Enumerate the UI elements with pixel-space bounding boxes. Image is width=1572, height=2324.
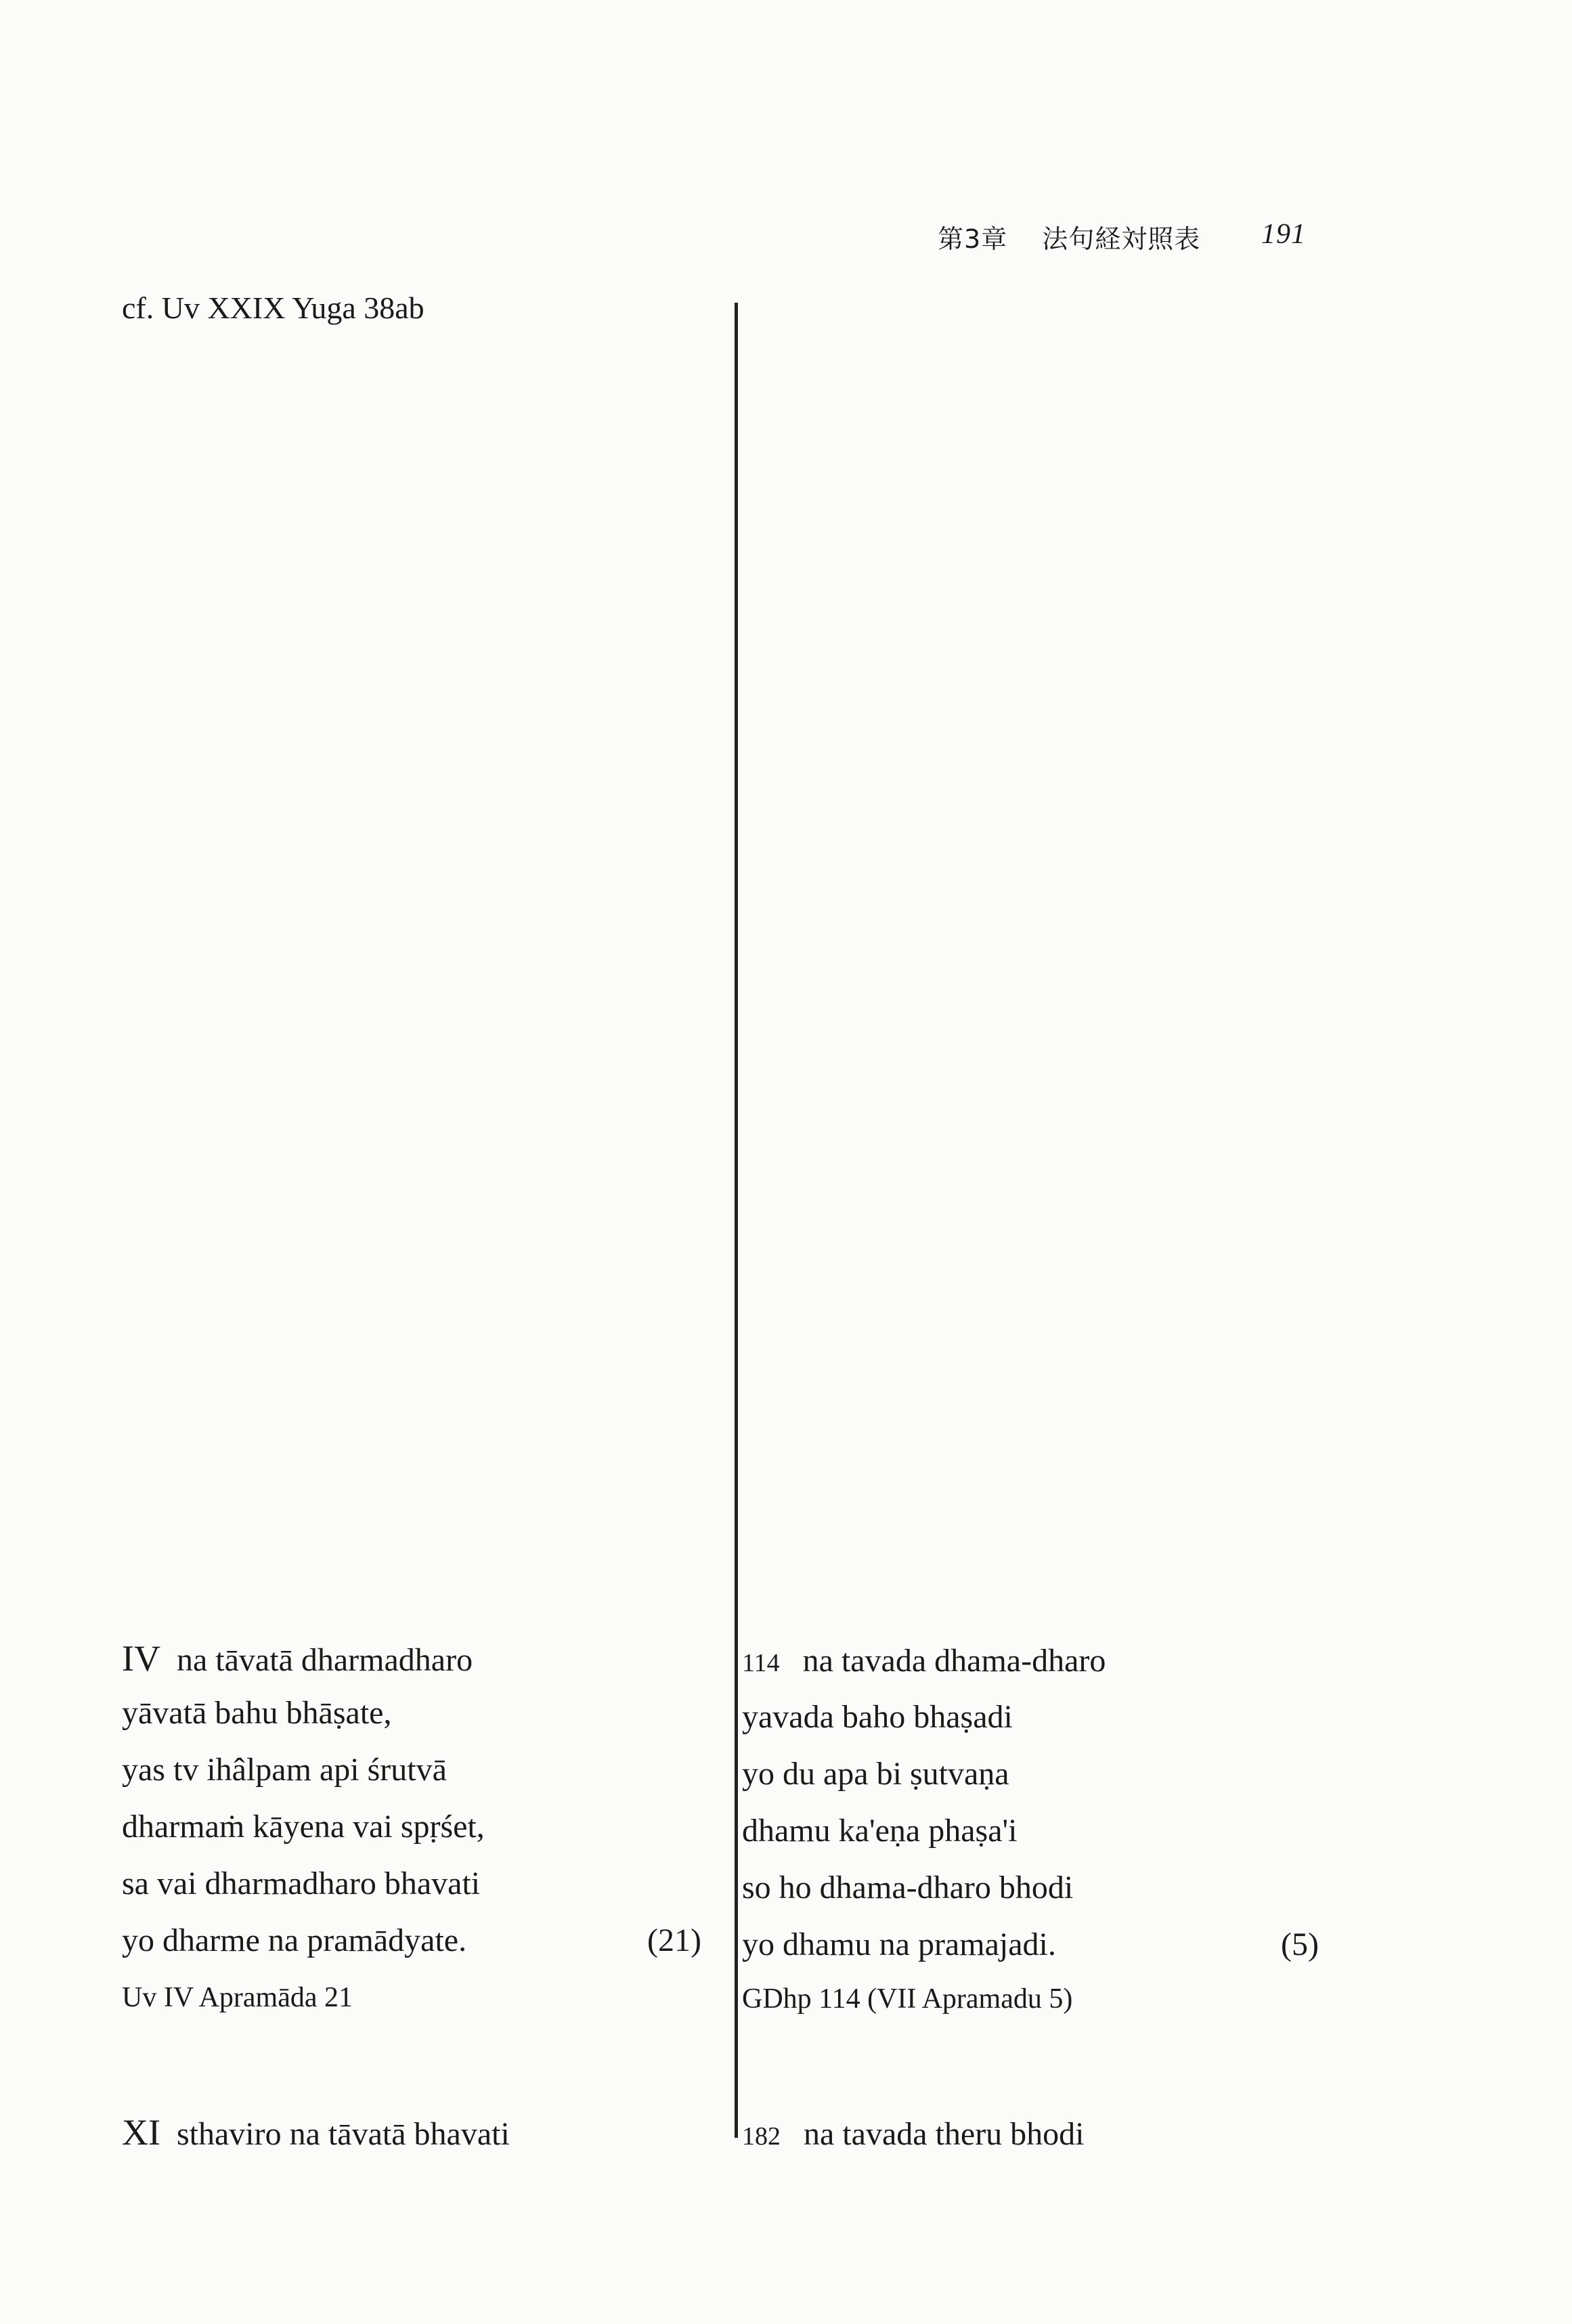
right-verse-marker: 114 xyxy=(742,1649,780,1677)
running-header xyxy=(938,218,1306,255)
left-verse-line: yo dharme na pramādyate. xyxy=(122,1922,467,1958)
left-verse-number: (21) xyxy=(647,1922,701,1958)
right-verse-line: yo dhamu na pramajadi. xyxy=(742,1927,1056,1962)
right-verse-line: so ho dhama-dharo bhodi xyxy=(742,1870,1074,1906)
right-verse-text: na tavada dhama-dharo xyxy=(802,1643,1106,1679)
left-verse-reference: Uv IV Apramāda 21 xyxy=(122,1982,353,2013)
page-number: 191 xyxy=(1261,219,1306,250)
right-verse-line xyxy=(742,1642,1106,1679)
left-verse-text: na tāvatā dharmadharo xyxy=(176,1642,473,1678)
column-divider xyxy=(735,303,738,2138)
left-verse-line xyxy=(122,1637,473,1679)
left-verse-line xyxy=(122,2111,510,2153)
right-verse-line: yavada baho bhaṣadi xyxy=(742,1699,1013,1735)
right-verse-number: (5) xyxy=(1281,1927,1319,1962)
left-verse2-text: sthaviro na tāvatā bhavati xyxy=(176,2116,510,2152)
left-verse-line: dharmaṁ kāyena vai spṛśet, xyxy=(122,1809,485,1845)
right-verse-line xyxy=(742,2115,1085,2153)
right-verse-reference: GDhp 114 (VII Apramadu 5) xyxy=(742,1983,1073,2015)
chapter-title: 法句経対照表 xyxy=(1042,224,1201,254)
left-verse2-marker: XI xyxy=(122,2112,160,2153)
chapter-label: 第3章 xyxy=(938,224,1008,254)
right-verse-line: dhamu ka'eṇa phaṣa'i xyxy=(742,1813,1018,1849)
left-verse-line: yāvatā bahu bhāṣate, xyxy=(122,1695,392,1731)
right-verse2-marker: 182 xyxy=(742,2122,781,2151)
right-verse-line: yo du apa bi ṣutvaṇa xyxy=(742,1756,1009,1792)
left-verse-line: yas tv ihâlpam api śrutvā xyxy=(122,1752,447,1788)
cf-reference: cf. Uv XXIX Yuga 38ab xyxy=(122,290,424,325)
left-verse-line: sa vai dharmadharo bhavati xyxy=(122,1866,481,1901)
right-verse2-text: na tavada theru bhodi xyxy=(804,2116,1085,2152)
left-verse-marker: IV xyxy=(122,1638,160,1679)
